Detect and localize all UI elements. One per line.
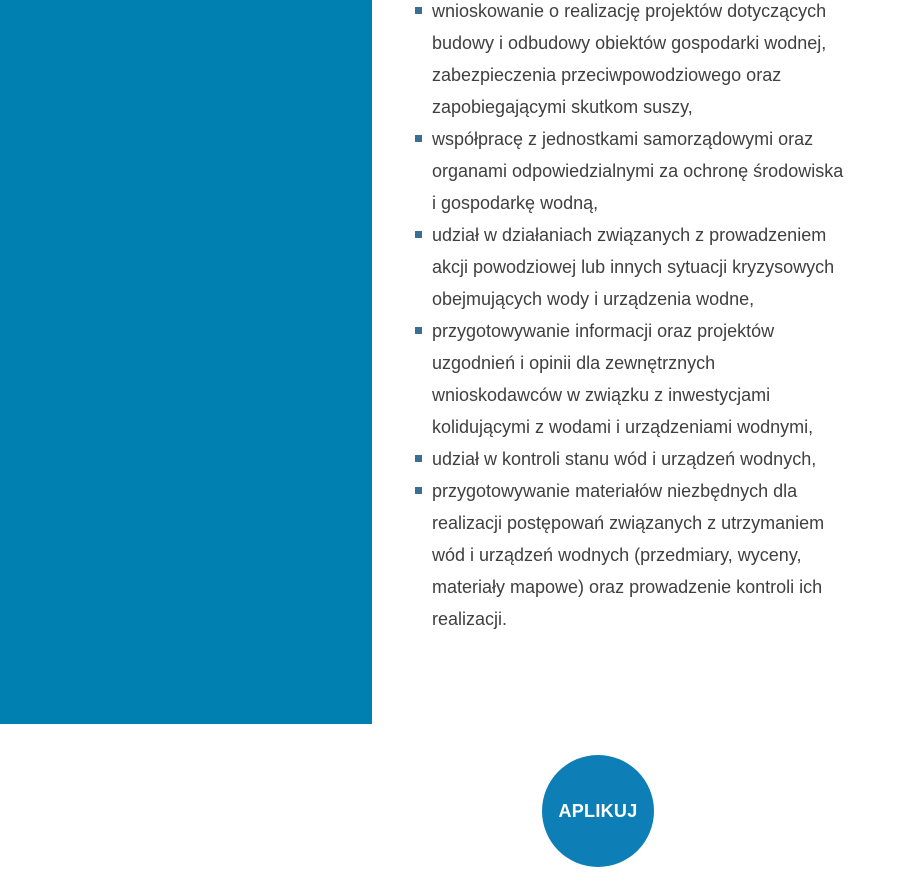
square-bullet-icon [415, 487, 422, 494]
square-bullet-icon [415, 231, 422, 238]
list-item [414, 443, 844, 475]
list-item-text: udział w kontroli stanu wód i urządzeń wodnych, [432, 449, 817, 469]
list-item [414, 219, 844, 315]
list-item-text: współpracę z jednostkami samorządowymi oraz organami odpowiedzialnymi za ochronę środowiska i gospodarkę wodną, [432, 129, 844, 213]
list-item [414, 123, 844, 219]
side-panel [0, 0, 372, 724]
list-item [414, 475, 844, 635]
square-bullet-icon [415, 327, 422, 334]
list-item [414, 315, 844, 443]
apply-button[interactable]: APLIKUJ [542, 755, 654, 867]
list-item-text: udział w działaniach związanych z prowadzeniem akcji powodziowej lub innych sytuacji kryzysowych obejmujących wody i urządzenia wodne, [432, 225, 835, 309]
duties-list [414, 0, 844, 635]
square-bullet-icon [415, 455, 422, 462]
list-item-text: przygotowywanie informacji oraz projektów uzgodnień i opinii dla zewnętrznych wnioskodawców w związku z inwestycjami kolidującymi z wodami i urządzeniami wodnymi, [432, 321, 814, 437]
list-item-text: wnioskowanie o realizację projektów dotyczących budowy i odbudowy obiektów gospodarki wodnej, zabezpieczenia przeciwpowodziowego oraz zapobiegającymi skutkom suszy, [432, 1, 827, 117]
list-item-text: przygotowywanie materiałów niezbędnych dla realizacji postępowań związanych z utrzymaniem wód i urządzeń wodnych (przedmiary, wyceny, materiały mapowe) oraz prowadzenie kontroli ich realizacji. [432, 481, 825, 629]
square-bullet-icon [415, 7, 422, 14]
square-bullet-icon [415, 135, 422, 142]
list-item [414, 0, 844, 123]
